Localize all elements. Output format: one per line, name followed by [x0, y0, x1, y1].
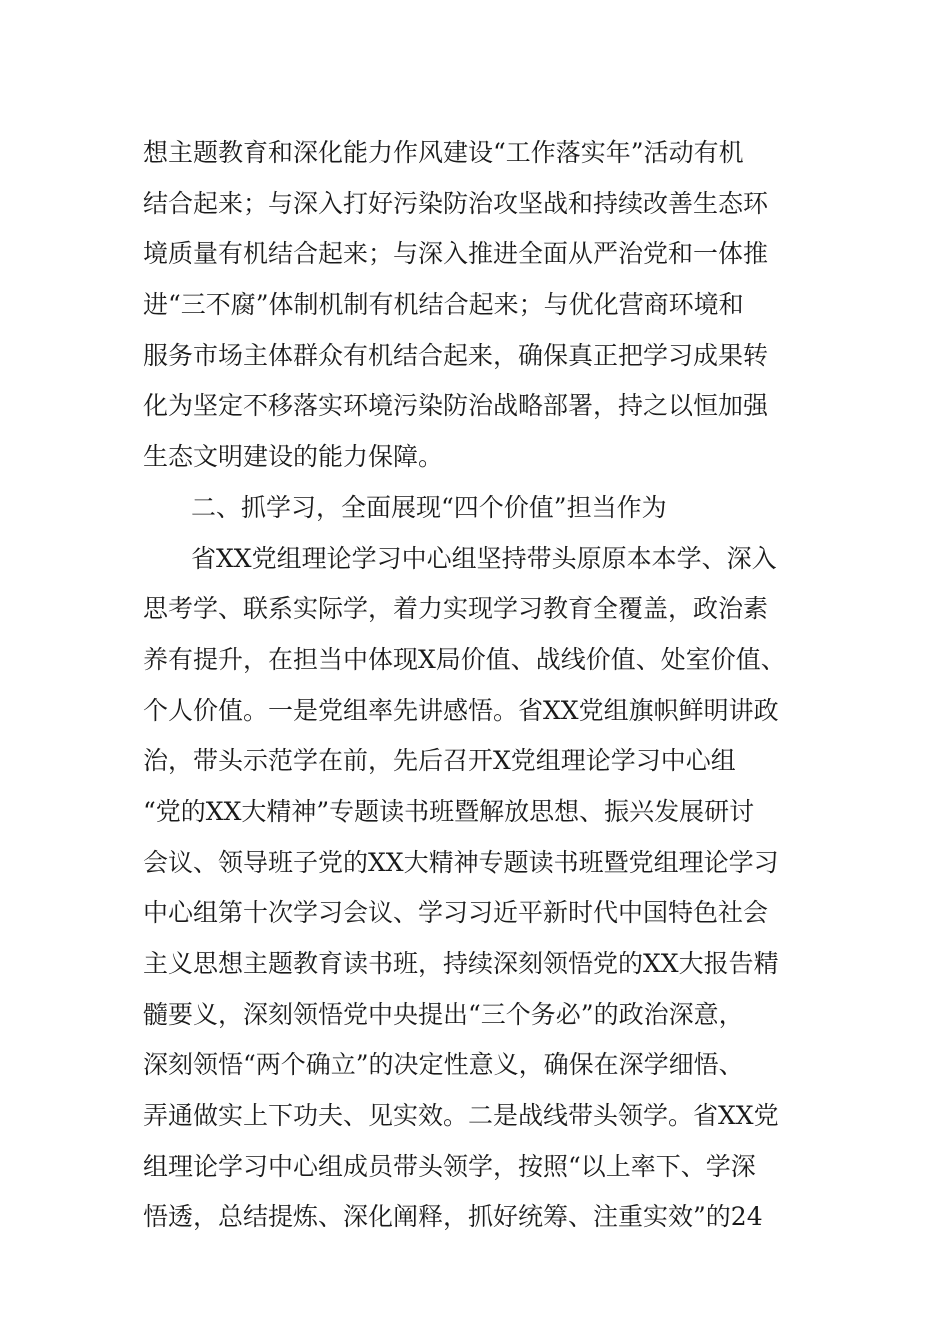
text-line: 服务市场主体群众有机结合起来，确保真正把学习成果转 — [143, 340, 769, 370]
text-line: 想主题教育和深化能力作风建设“工作落实年”活动有机 — [143, 138, 744, 167]
text-line: 治，带头示范学在前，先后召开X党组理论学习中心组 — [143, 746, 736, 776]
text-line: 个人价值。一是党组率先讲感悟。省XX党组旗帜鲜明讲政 — [143, 695, 779, 725]
body-text — [143, 128, 823, 1243]
text-line: 生态文明建设的能力保障。 — [143, 442, 444, 472]
text-line: 思考学、联系实际学，着力实现学习教育全覆盖，政治素 — [143, 594, 769, 624]
section-heading: 二、抓学习，全面展现“四个价值”担当作为 — [191, 492, 667, 522]
text-line: 养有提升，在担当中体现X局价值、战线价值、处室价值、 — [143, 644, 786, 674]
text-line: 中心组第十次学习会议、学习习近平新时代中国特色社会 — [143, 898, 769, 928]
text-line: 境质量有机结合起来；与深入推进全面从严治党和一体推 — [143, 239, 769, 269]
text-line: 结合起来；与深入打好污染防治攻坚战和持续改善生态环 — [143, 188, 769, 218]
text-line: 会议、领导班子党的XX大精神专题读书班暨党组理论学习 — [143, 847, 779, 877]
text-line: “党的XX大精神”专题读书班暨解放思想、振兴发展研讨 — [143, 796, 755, 826]
text-line: 悟透，总结提炼、深化阐释，抓好统筹、注重实效”的24 — [143, 1202, 763, 1232]
text-line: 组理论学习中心组成员带头领学，按照“以上率下、学深 — [143, 1151, 756, 1181]
text-line: 主义思想主题教育读书班，持续深刻领悟党的XX大报告精 — [143, 949, 779, 978]
text-line: 化为坚定不移落实环境污染防治战略部署，持之以恒加强 — [143, 391, 769, 421]
text-line: 省XX党组理论学习中心组坚持带头原原本本学、深入 — [191, 543, 777, 573]
text-line: 深刻领悟“两个确立”的决定性意义，确保在深学细悟、 — [143, 1050, 744, 1080]
text-line: 弄通做实上下功夫、见实效。二是战线带头领学。省XX党 — [143, 1101, 779, 1131]
text-line: 髓要义，深刻领悟党中央提出“三个务必”的政治深意， — [143, 999, 744, 1029]
text-line: 进“三不腐”体制机制有机结合起来；与优化营商环境和 — [143, 290, 744, 320]
